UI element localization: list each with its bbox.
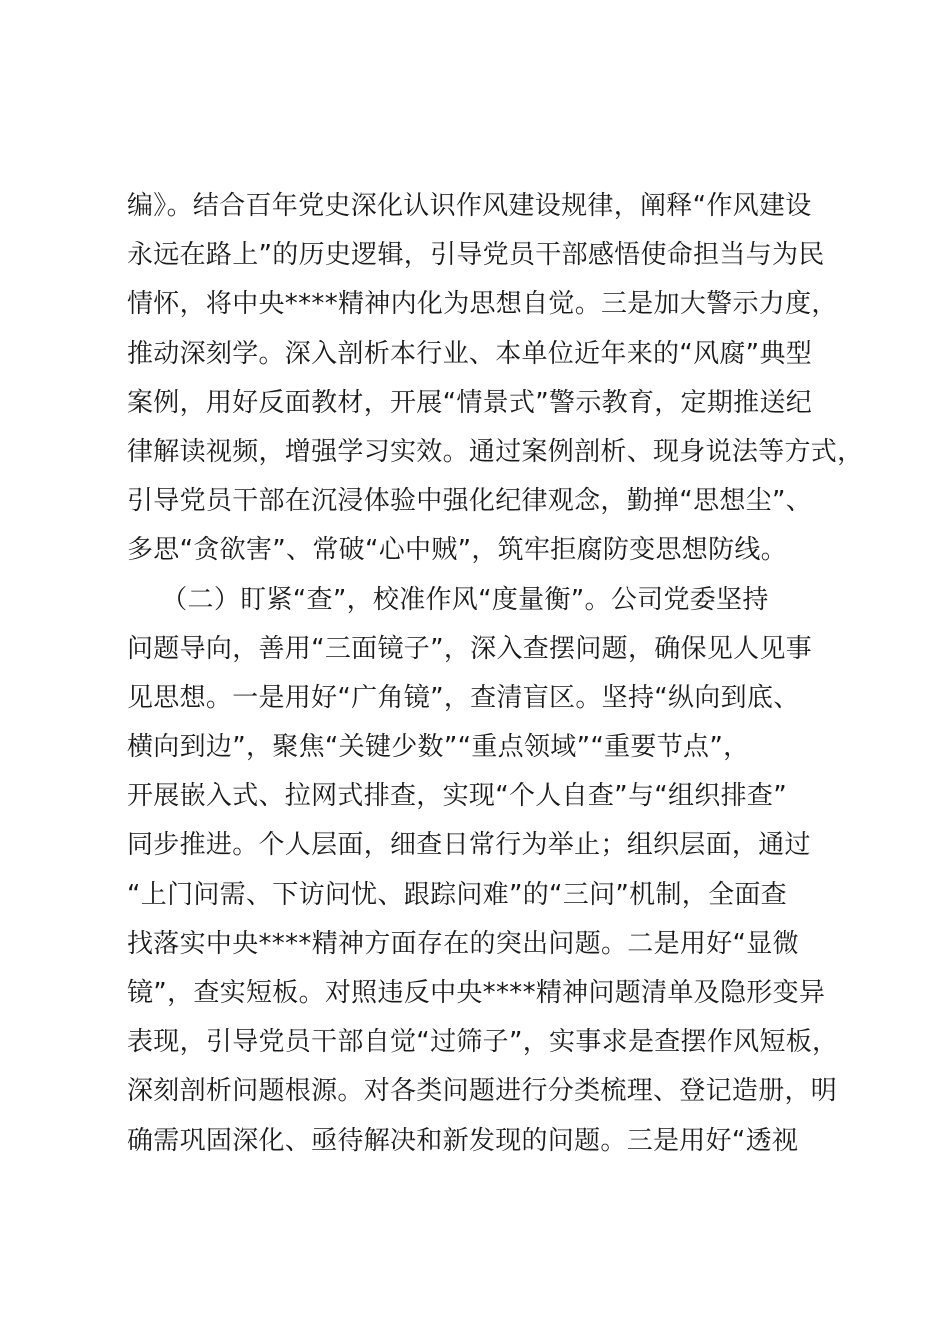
text-line: 推动深刻学。深入剖析本行业、本单位近年来的“风腐”典型: [127, 338, 813, 369]
text-line: 见思想。一是用好“广角镜”，查清盲区。坚持“纵向到底、: [127, 682, 800, 713]
text-line: 确需巩固深化、亟待解决和新发现的问题。三是用好“透视: [127, 1125, 799, 1156]
section-heading-line: （二）盯紧“查”，校准作风“度量衡”。公司党委坚持: [127, 584, 769, 615]
text-line: 横向到边”，聚焦“关键少数”“重点领域”“重要节点”，: [127, 732, 750, 763]
text-line: 永远在路上”的历史逻辑，引导党员干部感悟使命担当与为民: [127, 240, 825, 271]
text-line: 编》。结合百年党史深化认识作风建设规律，阐释“作风建设: [127, 191, 812, 221]
body-text: [127, 182, 864, 1166]
text-line: “上门问需、下访问忧、跟踪问难”的“三问”机制，全面查: [127, 879, 787, 910]
text-line: 情怀，将中央****精神内化为思想自觉。三是加大警示力度，: [127, 289, 838, 320]
text-line: 同步推进。个人层面，细查日常行为举止；组织层面，通过: [127, 830, 811, 861]
text-line: 引导党员干部在沉浸体验中强化纪律观念，勤掸“思想尘”、: [127, 486, 813, 517]
text-line: 深刻剖析问题根源。对各类问题进行分类梳理、登记造册，明: [127, 1076, 838, 1107]
text-line: 问题导向，善用“三面镜子”，深入查摆问题，确保见人见事: [127, 633, 813, 664]
text-line: 多思“贪欲害”、常破“心中贼”，筑牢拒腐防变思想防线。: [127, 535, 787, 566]
text-line: 镜”，查实短板。对照违反中央****精神问题清单及隐形变异: [127, 978, 826, 1008]
text-line: 开展嵌入式、拉网式排查，实现“个人自查”与“组织排查”: [127, 781, 787, 812]
text-line: 表现，引导党员干部自觉“过筛子”，实事求是查摆作风短板，: [127, 1027, 839, 1058]
text-line: 律解读视频，增强学习实效。通过案例剖析、现身说法等方式，: [127, 436, 864, 467]
text-line: 案例，用好反面教材，开展“情景式”警示教育，定期推送纪: [127, 387, 813, 418]
text-line: 找落实中央****精神方面存在的突出问题。二是用好“显微: [127, 928, 799, 959]
